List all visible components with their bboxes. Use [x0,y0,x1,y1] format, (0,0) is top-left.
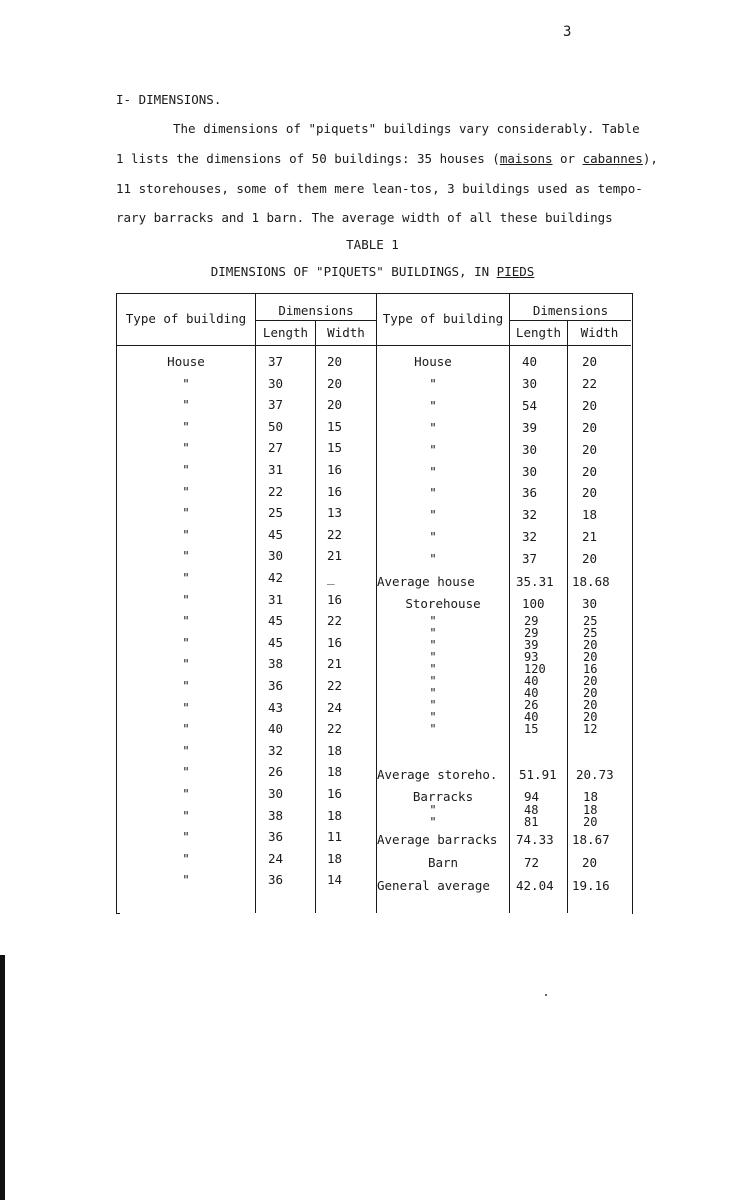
cell-type: " [429,722,437,736]
table-caption [0,264,745,279]
header-width: Width [327,325,365,340]
cell-width: 16 [327,591,343,607]
cell-type: " [182,634,190,650]
cell-type: " [429,662,437,676]
cell-length: 30 [522,441,538,457]
cell-width: 20 [583,698,598,712]
header-dimensions: Dimensions [278,303,354,318]
cell-type: " [182,548,190,564]
table-rule [255,320,376,321]
cell-type: " [429,674,437,688]
cell-length: 72 [524,855,540,870]
cell-width: 20 [582,463,598,479]
cell-width: 20 [583,686,598,700]
cell-width: 14 [327,872,343,888]
cell-type: " [182,742,190,758]
cell-width: 20 [582,441,598,457]
table-rule [116,345,631,346]
page-number: 3 [563,24,572,40]
cell-type: " [429,441,437,457]
cell-length: 25 [268,505,284,521]
cell-width: 18 [327,807,343,823]
paragraph-line-2 [116,151,658,166]
cell-width: 20 [583,710,598,724]
cell-length: 37 [268,354,284,369]
cell-length: 24 [268,850,284,866]
paragraph-text: 1 lists the dimensions of 50 buildings: 35 houses ( [116,151,500,166]
cell-type: " [182,462,190,477]
cell-length: 100 [522,596,545,611]
cell-width: 20 [582,354,598,369]
cell-width: 20 [582,551,598,567]
cell-width: 12 [583,722,598,736]
cell-type: " [182,526,190,542]
cell-type: " [429,803,437,817]
cell-type: " [429,397,437,413]
cell-width: 19.16 [572,878,610,893]
table-rule [315,320,316,913]
table-rule [509,320,631,321]
cell-length: 15 [524,722,539,736]
cell-width: 21 [327,548,343,564]
cell-type: " [182,440,190,456]
cell-width: 22 [327,613,343,629]
cell-width: 18 [327,850,343,866]
cell-type: Average house [377,574,475,589]
page-edge-mark [0,955,5,1200]
cell-length: 30 [522,463,538,479]
paragraph-text: ), [642,151,658,166]
cell-width: 20 [582,397,598,413]
cell-type: Storehouse [405,596,481,611]
cell-type: " [429,686,437,700]
cell-length: 94 [524,789,540,804]
table-label: TABLE 1 [346,237,399,252]
cell-length: 40 [524,710,539,724]
cell-type: " [182,591,190,607]
cell-length: 39 [522,419,538,435]
cell-width: 18.67 [572,832,610,847]
cell-type: " [182,613,190,629]
cell-length: 42 [268,570,284,585]
cell-type: " [182,764,190,780]
cell-type: " [182,397,190,413]
cell-type: Average storeho. [377,767,498,782]
cell-width: 21 [327,656,343,672]
cell-width: 18 [583,789,599,804]
cell-type: " [429,638,437,652]
caption-text: DIMENSIONS OF "PIQUETS" BUILDINGS, IN [210,264,497,279]
header-length: Length [515,325,562,340]
cell-type: " [429,710,437,724]
cell-width: 15 [327,440,343,456]
cell-type: " [182,721,190,737]
cell-type: " [182,570,190,585]
cell-length: 50 [268,418,284,434]
cell-length: 26 [268,764,284,780]
cell-width: 20 [327,397,343,413]
cell-width: 16 [327,786,343,801]
cell-type: " [429,551,437,567]
cell-type: " [429,626,437,640]
cell-width: 25 [583,626,598,640]
cell-length: 36 [522,485,538,501]
cell-type: " [429,614,437,628]
cell-width: 20 [582,419,598,435]
paragraph-line-4: rary barracks and 1 barn. The average width of all these buildings [116,210,613,225]
cell-type: Barracks [412,789,474,804]
cell-type: " [182,850,190,866]
cell-type: " [182,786,190,801]
cell-length: 36 [268,872,284,888]
cell-type: " [429,529,437,545]
cell-length: 45 [268,526,284,542]
cell-width: 20 [327,375,343,391]
cell-length: 45 [268,634,284,650]
cell-width: 16 [327,462,343,477]
cell-length: 35.31 [516,574,554,589]
cell-length: 54 [522,397,538,413]
cell-type: " [182,807,190,823]
cell-type: " [182,829,190,845]
paragraph-line-3: 11 storehouses, some of them mere lean-tos, 3 buildings used as tempo- [116,181,643,196]
cell-length: 30 [268,786,284,801]
cell-length: 40 [524,674,539,688]
cell-width: 25 [583,614,598,628]
cell-length: 38 [268,656,284,672]
cell-width: 22 [327,526,343,542]
cell-width: 30 [582,596,598,611]
cell-length: 30 [268,375,284,391]
cell-width: 20 [583,650,598,664]
cell-type: " [182,872,190,888]
cell-width: 24 [327,699,343,715]
cell-length: 120 [524,662,546,676]
cell-width: 20.73 [576,767,614,782]
cell-length: 32 [522,507,538,523]
cell-length: 31 [268,591,284,607]
cell-width: 13 [327,505,343,521]
cell-width: 18 [327,742,343,758]
cell-length: 40 [522,354,538,369]
table-rule [255,293,256,913]
cell-length: 37 [268,397,284,413]
header-length: Length [262,325,309,340]
term-cabannes: cabannes [582,151,643,166]
cell-width: 18.68 [572,574,610,589]
section-heading: I- DIMENSIONS. [116,92,222,107]
cell-type: " [429,650,437,664]
header-type-of-building: Type of building [125,311,247,326]
cell-length: 29 [524,626,539,640]
cell-length: 45 [268,613,284,629]
cell-width: 18 [583,803,598,817]
cell-length: 26 [524,698,539,712]
cell-type: " [429,375,437,391]
cell-type: Barn [427,855,459,870]
table-rule [567,320,568,913]
cell-type: Average barracks [377,832,498,847]
cell-width: 20 [583,638,598,652]
cell-width: 20 [327,354,343,369]
cell-type: " [429,815,437,829]
cell-type: " [429,485,437,501]
cell-length: 48 [524,803,539,817]
table-rule [509,293,510,913]
cell-length: 30 [522,375,538,391]
cell-width: 15 [327,418,343,434]
cell-width: 11 [327,829,343,845]
cell-length: 93 [524,650,539,664]
caption-unit: PIEDS [496,264,535,279]
cell-length: 37 [522,551,538,567]
cell-type: " [429,698,437,712]
cell-type: " [182,418,190,434]
cell-width: 22 [327,678,343,693]
header-type-of-building: Type of building [382,311,504,326]
cell-type: " [429,507,437,523]
cell-length: 81 [524,815,539,829]
cell-width: 16 [583,662,598,676]
cell-length: 29 [524,614,539,628]
cell-length: 51.91 [519,767,557,782]
cell-width: 20 [583,674,598,688]
cell-length: 30 [268,548,284,564]
cell-length: 27 [268,440,284,456]
cell-width: 21 [582,529,598,545]
cell-length: 36 [268,678,284,693]
cell-type: " [182,483,190,499]
cell-type: " [182,505,190,521]
cell-width: 20 [582,855,598,870]
term-maisons: maisons [499,151,553,166]
cell-length: 38 [268,807,284,823]
paragraph-line-1: The dimensions of "piquets" buildings vary considerably. Table [173,121,640,136]
cell-length: 32 [522,529,538,545]
cell-width: _ [327,570,335,585]
paragraph-text: or [552,151,583,166]
cell-type: " [429,419,437,435]
table-rule [116,913,120,914]
cell-length: 39 [524,638,539,652]
cell-length: 32 [268,742,284,758]
header-dimensions: Dimensions [532,303,609,318]
cell-type: " [182,699,190,715]
cell-length: 43 [268,699,284,715]
cell-length: 36 [268,829,284,845]
scan-speck [545,994,547,996]
cell-width: 20 [583,815,598,829]
cell-width: 18 [582,507,598,523]
cell-type: House [414,354,452,369]
cell-type: House [167,354,205,369]
cell-width: 16 [327,634,343,650]
cell-width: 16 [327,483,343,499]
cell-type: " [182,656,190,672]
cell-length: 40 [268,721,284,737]
cell-type: " [182,678,190,693]
cell-length: 40 [524,686,539,700]
cell-width: 18 [327,764,343,780]
cell-length: 74.33 [516,832,554,847]
cell-type: " [182,375,190,391]
cell-width: 22 [327,721,343,737]
cell-length: 31 [268,462,284,477]
cell-type: " [429,463,437,479]
cell-length: 22 [268,483,284,499]
header-width: Width [580,325,619,340]
cell-type: General average [377,878,490,893]
cell-width: 22 [582,375,598,391]
cell-length: 42.04 [516,878,554,893]
cell-width: 20 [582,485,598,501]
